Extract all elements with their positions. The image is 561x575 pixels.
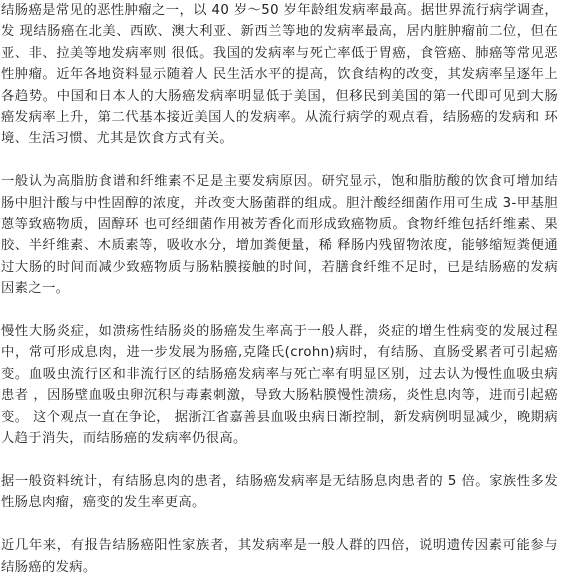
paragraph-gap xyxy=(1,450,558,471)
paragraph-gap xyxy=(1,300,558,321)
paragraph-gap xyxy=(1,514,558,535)
paragraph-inflammation: 慢性大肠炎症，如溃疡性结肠炎的肠癌发生率高于一般人群，炎症的增生性病变的发展过程中，常可形成息肉，进一步发展为肠癌,克隆氏(crohn)病时，有结肠、直肠受累者可引起癌变。血吸虫流行区和非流行区的结肠癌发病率与死亡率有明显区别，过去认为慢性血吸虫病患者 ，因肠壁血吸虫卵沉积与毒素刺激，导致大肠粘膜慢性溃疡，炎性息肉等，进而引起癌变。 这个观点一直在争论， 据浙江省嘉善县血吸虫病日渐控制，新发病例明显减少，晚期病人趋于消失，而结肠癌的发病率仍很高。 xyxy=(1,324,558,447)
paragraph-heredity: 近几年来，有报告结肠癌阳性家族者，其发病率是一般人群的四倍，说明遗传因素可能参与结肠癌的发病。 xyxy=(1,538,558,575)
paragraph-gap xyxy=(1,150,558,171)
paragraph-diet: 一般认为高脂肪食谱和纤维素不足是主要发病原因。研究显示，饱和脂肪酸的饮食可增加结肠中胆汁酸与中性固醇的浓度，并改变大肠菌群的组成。胆汁酸经细菌作用可生成 3-甲基胆蒽等致癌物质，固醇环 也可经细菌作用被芳香化而形成致癌物质。食物纤维包括纤维素、果胶、半纤维素、木质素等，吸收水分，增加粪便量，稀 释肠内残留物浓度，能够缩短粪便通过大肠的时间而减少致癌物质与肠粘膜接触的时间，若膳食纤维不足时，已是结肠癌的发病因素之一。 xyxy=(1,174,558,297)
paragraph-epidemiology: 结肠癌是常见的恶性肿瘤之一，以 40 岁～50 岁年龄组发病率最高。据世界流行病学调查，发 现结肠癌在北美、西欧、澳大利亚、新西兰等地的发病率最高，居内脏肿瘤前二位，但在亚、非、拉美等地发病率则 很低。我国的发病率与死亡率低于胃癌，食管癌、肺癌等常见恶性肿瘤。近年各地资料显示随着人 民生活水平的提高，饮食结构的改变，其发病率呈逐年上各趋势。中国和日本人的大肠癌发病率明显低于美国，但移民到美国的第一代即可见到大肠癌发病率上升，第二代基本接近美国人的发病率。从流行病学的观点看，结肠癌的发病和 环境、生活习惯、尤其是饮食方式有关。 xyxy=(1,3,558,147)
paragraph-polyps: 据一般资料统计，有结肠息肉的患者，结肠癌发病率是无结肠息肉患者的 5 倍。家族性多发性肠息肉瘤，癌变的发生率更高。 xyxy=(1,473,558,511)
